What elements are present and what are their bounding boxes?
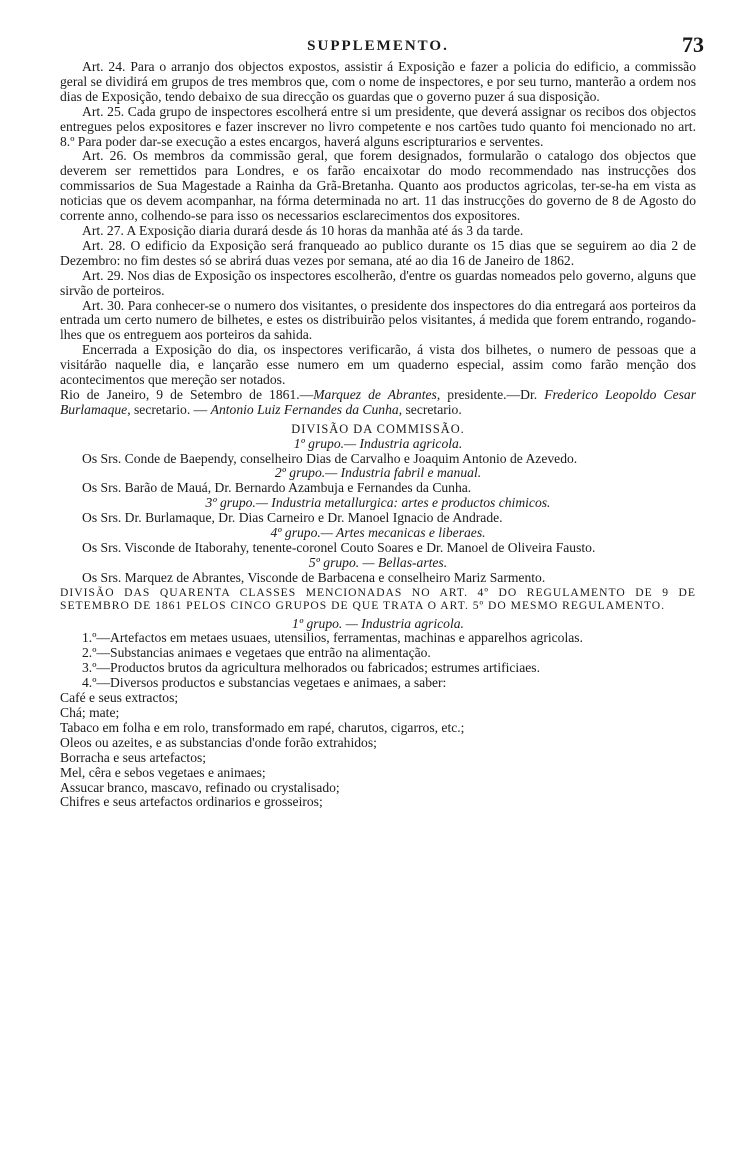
product-1: Café e seus extractos; bbox=[60, 690, 179, 706]
product-3: Tabaco em folha e em rolo, transformado em rapé, charutos, cigarros, etc.; bbox=[60, 719, 465, 735]
article-24: Art. 24. Para o arranjo dos objectos expostos, assistir á Exposição e fazer a policia do edificio, a commissão geral se dividirá em grupos de tres membros que, com o nome de inspectores, e por seu turno, manterão a ordem nos dias de Exposição, tendo debaixo de sua direcção os guardas que o governo puzer á sua disposição. bbox=[60, 59, 696, 104]
signature-line bbox=[60, 388, 696, 418]
classes-title: DIVISÃO DAS QUARENTA CLASSES MENCIONADAS NO ART. 4º DO REGULAMENTO DE 9 DE SETEMBRO DE 1861 PELOS CINCO GRUPOS DE QUE TRATA O ART. 5º DO MESMO REGULAMENTO. bbox=[60, 585, 696, 613]
product-4: Oleos ou azeites, e as substancias d'onde forão extrahidos; bbox=[60, 734, 377, 750]
group-1-members: Os Srs. Conde de Baependy, conselheiro Dias de Carvalho e Joaquim Antonio de Azevedo. bbox=[82, 450, 578, 466]
group-3-members: Os Srs. Dr. Burlamaque, Dr. Dias Carneiro e Dr. Manoel Ignacio de Andrade. bbox=[82, 510, 503, 526]
page-number: 73 bbox=[682, 32, 704, 57]
secretary2-title: , secretario. bbox=[398, 401, 462, 417]
class-1: 1.º—Artefactos em metaes usuaes, utensilios, ferramentas, machinas e apparelhos agricolas. bbox=[82, 630, 583, 646]
article-26: Art. 26. Os membros da commissão geral, que forem designados, formularão o catalogo dos objectos que deverem ser remettidos para Londres, e os farão encaixotar do modo recommendado nas instrucções dos commissarios de Sua Magestade a Rainha da Grã-Bretanha. Quanto aos productos agricolas, ter-se-ha em vista as noticias que os devem acompanhar, na fórma determinada no art. 11 das instrucções do governo de 8 de Agosto do corrente anno, colhendo-se para isso os necessarios esclarecimentos dos expositores. bbox=[60, 148, 696, 224]
group-3-heading: 3º grupo.— Industria metallurgica: artes e productos chimicos. bbox=[205, 495, 551, 511]
secretary-title: , secretario. — bbox=[127, 401, 211, 417]
closing-paragraph: Encerrada a Exposição do dia, os inspectores verificarão, á vista dos bilhetes, o numero de pessoas que a visitárão naquelle dia, e lançarão esse numero em um quaderno especial, assim como farão menção dos acontecimentos que mereção ser notados. bbox=[60, 342, 696, 388]
product-6: Mel, cêra e sebos vegetaes e animaes; bbox=[60, 764, 266, 780]
president-title: , presidente.—Dr. bbox=[436, 386, 545, 402]
group-4-members: Os Srs. Visconde de Itaborahy, tenente-coronel Couto Soares e Dr. Manoel de Oliveira Fausto. bbox=[82, 540, 596, 555]
group-1-heading: 1º grupo.— Industria agricola. bbox=[293, 435, 463, 451]
document-body bbox=[60, 60, 696, 810]
product-2: Chá; mate; bbox=[60, 704, 120, 720]
place-date: Rio de Janeiro, 9 de Setembro de 1861.— bbox=[60, 386, 314, 402]
product-8: Chifres e seus artefactos ordinarios e grosseiros; bbox=[60, 794, 323, 810]
division-title: DIVISÃO DA COMMISSÃO. bbox=[291, 421, 465, 436]
secretary2-name: Antonio Luiz Fernandes da Cunha bbox=[210, 401, 399, 417]
article-28: Art. 28. O edificio da Exposição será franqueado ao publico durante os 15 dias que se seguirem ao dia 2 de Dezembro: no fim destes só se abrirá duas vezes por semana, até ao dia 16 de Janeiro de 1862. bbox=[60, 237, 696, 268]
article-27: Art. 27. A Exposição diaria durará desde ás 10 horas da manhãa até ás 3 da tarde. bbox=[82, 222, 524, 238]
article-25: Art. 25. Cada grupo de inspectores escolherá entre si um presidente, que deverá assignar os recibos dos objectos entregues pelos expositores e fazer inscrever no livro competente e nos cartões tudo quanto foi mencionado no art. 8.º Para poder dar-se execução a estes encargos, haverá alguns escripturarios e serventes. bbox=[60, 103, 696, 149]
group-5-heading: 5º grupo. — Bellas-artes. bbox=[308, 554, 448, 570]
article-30: Art. 30. Para conhecer-se o numero dos visitantes, o presidente dos inspectores do dia entregará aos porteiros da entrada um certo numero de bilhetes, e estes os distribuirão pelos visitantes, á medida que forem entrando, rogando-lhes que os entreguem aos porteiros da sahida. bbox=[60, 297, 696, 343]
page-header bbox=[60, 30, 704, 60]
product-5: Borracha e seus artefactos; bbox=[60, 749, 207, 765]
article-29: Art. 29. Nos dias de Exposição os inspectores escolherão, d'entre os guardas nomeados pelo governo, alguns que sirvão de porteiros. bbox=[60, 267, 696, 298]
group-4-heading: 4º grupo.— Artes mecanicas e liberaes. bbox=[270, 525, 486, 541]
class-3: 3.º—Productos brutos da agricultura melhorados ou fabricados; estrumes artificiaes. bbox=[82, 660, 540, 676]
president-name: Marquez de Abrantes bbox=[313, 386, 437, 402]
classes-group-heading: 1º grupo. — Industria agricola. bbox=[292, 615, 464, 631]
class-2: 2.º—Substancias animaes e vegetaes que entrão na alimentação. bbox=[82, 645, 431, 661]
class-4: 4.º—Diversos productos e substancias vegetaes e animaes, a saber: bbox=[82, 675, 447, 691]
running-title: SUPPLEMENTO. bbox=[307, 38, 449, 54]
group-5-members: Os Srs. Marquez de Abrantes, Visconde de Barbacena e conselheiro Mariz Sarmento. bbox=[82, 569, 546, 585]
group-2-members: Os Srs. Barão de Mauá, Dr. Bernardo Azambuja e Fernandes da Cunha. bbox=[82, 480, 472, 496]
secretary-name: Frederico Leopoldo Cesar Burlamaque bbox=[60, 386, 696, 417]
product-7: Assucar branco, mascavo, refinado ou crystalisado; bbox=[60, 779, 340, 795]
group-2-heading: 2º grupo.— Industria fabril e manual. bbox=[274, 465, 482, 481]
